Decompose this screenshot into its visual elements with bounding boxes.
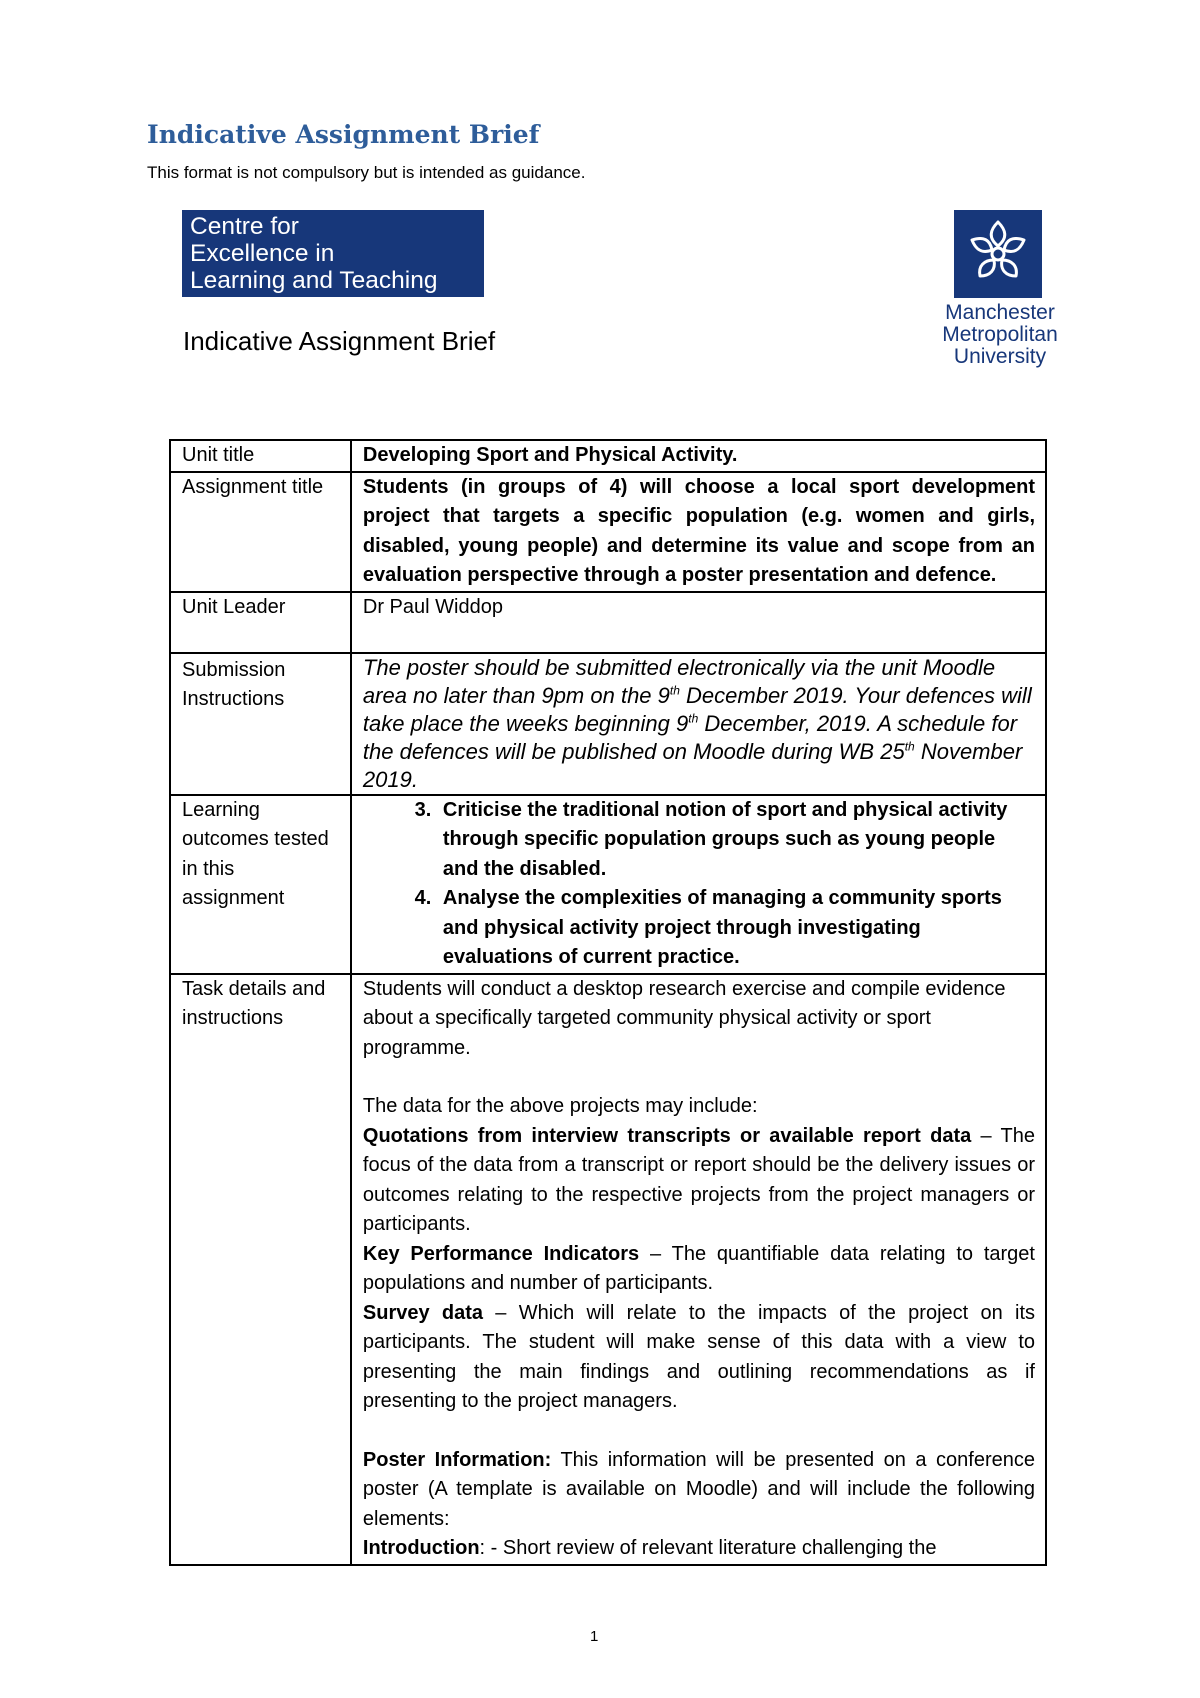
data-intro: The data for the above projects may include:: [362, 1095, 758, 1117]
unit-leader-label: Unit Leader: [170, 592, 351, 653]
table-row: [170, 472, 1046, 592]
table-row: [170, 974, 1046, 1565]
mmu-emblem-icon: [954, 210, 1042, 298]
unit-title-value: Developing Sport and Physical Activity.: [351, 440, 1046, 472]
list-item: 3. Criticise the traditional notion of sport and physical activity through specific population groups such as young people and the disabled.: [437, 796, 1035, 885]
unit-title-label: Unit title: [170, 440, 351, 472]
table-row: [170, 653, 1046, 795]
learning-outcomes-list: [363, 796, 1035, 973]
survey-paragraph: Survey data – Which will relate to the impacts of the project on its participants. The student will make sense of this data with a view to presenting the main findings and outlining recommendations as if presenting to the project managers.: [362, 1301, 1036, 1412]
assignment-title-label: Assignment title: [170, 472, 351, 592]
learning-outcomes-value: [351, 795, 1046, 974]
university-name: [925, 302, 1075, 368]
page-number: 1: [590, 1628, 599, 1645]
university-name-line: University: [953, 345, 1047, 368]
table-row: [170, 440, 1046, 472]
university-name-line: Manchester: [945, 301, 1055, 324]
cetl-logo-line: Learning and Teaching: [190, 267, 438, 294]
document-subtitle: This format is not compulsory but is intended as guidance.: [147, 163, 586, 182]
assignment-brief-table: [169, 439, 1047, 1566]
poster-paragraph: Poster Information: This information will be presented on a conference poster (A template is available on Moodle) and will include the following elements:: [362, 1448, 1036, 1530]
submission-label: Submission Instructions: [170, 653, 351, 795]
cetl-logo: [182, 210, 484, 297]
brief-title: Indicative Assignment Brief: [183, 326, 496, 356]
assignment-title-value: Students (in groups of 4) will choose a local sport development project that targets a specific population (e.g. women and girls, disabled, young people) and determine its value and scope from an evaluation perspective through a poster presentation and defence.: [351, 472, 1046, 592]
task-intro: Students will conduct a desktop research exercise and compile evidence about a specifically targeted community physical activity or sport programme.: [362, 977, 1006, 1059]
table-row: [170, 592, 1046, 653]
table-row: [170, 795, 1046, 974]
quotations-paragraph: Quotations from interview transcripts or available report data – The focus of the data from a transcript or report should be the delivery issues or outcomes relating to the respective projects from the project managers or participants.: [362, 1124, 1035, 1235]
learning-outcomes-label: Learning outcomes tested in this assignment: [170, 795, 351, 974]
document-heading: Indicative Assignment Brief: [147, 120, 540, 149]
list-item: 4. Analyse the complexities of managing a community sports and physical activity project through investigating evaluations of current practice.: [437, 884, 1035, 973]
submission-instructions: The poster should be submitted electronically via the unit Moodle area no later than 9pm on the 9th December 2019. Your defences will take place the weeks beginning 9th December, 2019. A schedule for the defences will be published on Moodle during WB 25th November 2019.: [351, 653, 1046, 795]
cetl-logo-line: Excellence in: [190, 240, 335, 267]
university-name-line: Metropolitan: [942, 323, 1058, 346]
kpi-paragraph: Key Performance Indicators – The quantifiable data relating to target populations and number of participants.: [362, 1242, 1035, 1294]
introduction-paragraph: Introduction: - Short review of relevant literature challenging the: [362, 1537, 937, 1559]
task-details-value: [351, 974, 1046, 1565]
unit-leader-value: Dr Paul Widdop: [351, 592, 1046, 653]
cetl-logo-line: Centre for: [190, 213, 299, 240]
task-details-label: Task details and instructions: [170, 974, 351, 1565]
